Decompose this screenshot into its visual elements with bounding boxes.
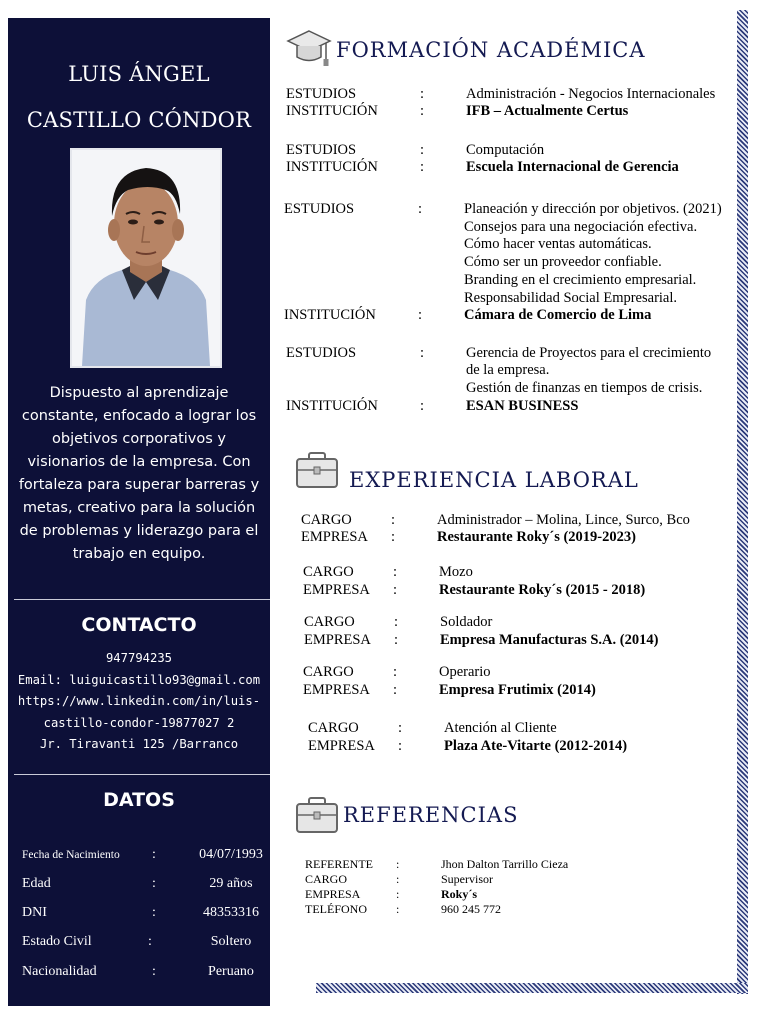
datos-separator: : <box>152 905 156 920</box>
referencia-separator: : <box>396 902 400 916</box>
datos-row-dni <box>22 905 270 925</box>
formacion-estudios-value: Responsabilidad Social Empresarial. <box>464 290 678 306</box>
datos-separator: : <box>152 847 156 862</box>
datos-separator: : <box>152 964 156 979</box>
experiencia-empresa-value: Restaurante Roky´s (2015 - 2018) <box>439 582 646 598</box>
referencia-label: EMPRESA <box>305 887 361 901</box>
datos-value: Soltero <box>210 934 252 949</box>
experiencia-cargo-value: Soldador <box>440 614 493 630</box>
experiencia-empresa-value: Empresa Frutimix (2014) <box>439 682 596 698</box>
datos-value: 04/07/1993 <box>199 847 263 862</box>
experiencia-empresa-label: EMPRESA <box>301 529 368 545</box>
datos-value: 29 años <box>209 876 253 891</box>
datos-row-civil-status <box>22 934 270 954</box>
experiencia-separator: : <box>393 582 398 598</box>
experiencia-cargo-value: Administrador – Molina, Lince, Surco, Bco <box>437 512 690 528</box>
formacion-separator: : <box>420 103 425 119</box>
experiencia-cargo-label: CARGO <box>308 720 359 736</box>
experiencia-separator: : <box>398 738 403 754</box>
contact-email[interactable]: Email: luiguicastillo93@gmail.com <box>17 672 261 687</box>
datos-separator: : <box>152 876 156 891</box>
formacion-institucion-label: INSTITUCIÓN <box>286 103 378 119</box>
datos-value: 48353316 <box>203 905 259 920</box>
graduation-cap-icon <box>286 28 332 75</box>
experiencia-cargo-label: CARGO <box>301 512 352 528</box>
formacion-separator: : <box>420 159 425 175</box>
name-line-2: CASTILLO CÓNDOR <box>26 108 252 132</box>
formacion-separator: : <box>418 201 423 217</box>
formacion-estudios-label: ESTUDIOS <box>286 86 357 102</box>
formacion-estudios-value: Administración - Negocios Internacionales <box>466 86 716 102</box>
experiencia-heading: EXPERIENCIA LABORAL <box>349 468 639 492</box>
datos-row-age <box>22 876 270 896</box>
formacion-estudios-value: Computación <box>466 142 545 158</box>
referencia-value: Jhon Dalton Tarrillo Cieza <box>441 857 569 871</box>
briefcase-icon <box>295 450 339 495</box>
formacion-institucion-value: Cámara de Comercio de Lima <box>464 307 652 323</box>
experiencia-separator: : <box>394 614 399 630</box>
formacion-separator: : <box>418 307 423 323</box>
sidebar <box>8 18 270 1006</box>
referencia-value: Supervisor <box>441 872 493 886</box>
experiencia-empresa-value: Empresa Manufacturas S.A. (2014) <box>440 632 659 648</box>
divider <box>14 774 270 775</box>
datos-label: Nacionalidad <box>22 964 97 979</box>
formacion-estudios-value: Gerencia de Proyectos para el crecimiento <box>466 345 712 361</box>
referencia-separator: : <box>396 887 400 901</box>
referencia-label: CARGO <box>305 872 348 886</box>
contact-heading: CONTACTO <box>81 614 197 636</box>
profile-photo-illustration <box>72 150 220 366</box>
formacion-heading: FORMACIÓN ACADÉMICA <box>336 38 646 62</box>
experiencia-separator: : <box>393 664 398 680</box>
contact-linkedin-line-2[interactable]: castillo-condor-19877027 2 <box>43 715 235 730</box>
experiencia-separator: : <box>391 512 396 528</box>
datos-label: Edad <box>22 876 51 891</box>
experiencia-cargo-label: CARGO <box>303 664 354 680</box>
referencias-heading: REFERENCIAS <box>343 803 519 827</box>
formacion-estudios-value: Gestión de finanzas en tiempos de crisis. <box>466 380 703 396</box>
datos-value: Peruano <box>208 964 254 979</box>
experiencia-separator: : <box>393 564 398 580</box>
experiencia-empresa-label: EMPRESA <box>308 738 375 754</box>
formacion-estudios-value: Branding en el crecimiento empresarial. <box>464 272 697 288</box>
referencia-label: TELÉFONO <box>305 902 367 916</box>
referencia-value: 960 245 772 <box>441 902 501 916</box>
formacion-estudios-value: Planeación y dirección por objetivos. (2021) <box>464 201 722 217</box>
experiencia-separator: : <box>391 529 396 545</box>
formacion-separator: : <box>420 398 425 414</box>
formacion-institucion-label: INSTITUCIÓN <box>286 398 378 414</box>
profile-summary: Dispuesto al aprendizaje constante, enfocado a lograr los objetivos corporativos y visionarios de la empresa. Con fortaleza para superar barreras y metas, creativo para la solución de problemas y liderazgo para el trabajo en equipo. <box>18 385 260 562</box>
referencia-value: Roky´s <box>441 887 478 901</box>
experiencia-empresa-label: EMPRESA <box>303 582 370 598</box>
experiencia-cargo-value: Atención al Cliente <box>444 720 557 736</box>
experiencia-empresa-value: Restaurante Roky´s (2019-2023) <box>437 529 636 545</box>
experiencia-separator: : <box>398 720 403 736</box>
formacion-estudios-value: Cómo ser un proveedor confiable. <box>464 254 662 270</box>
decorative-border-bottom <box>316 983 748 993</box>
experiencia-cargo-label: CARGO <box>304 614 355 630</box>
experiencia-empresa-label: EMPRESA <box>303 682 370 698</box>
contact-address: Jr. Tiravanti 125 /Barranco <box>39 737 239 751</box>
datos-label: DNI <box>22 905 47 920</box>
formacion-separator: : <box>420 86 425 102</box>
referencia-separator: : <box>396 872 400 886</box>
formacion-estudios-label: ESTUDIOS <box>286 345 357 361</box>
datos-label: Fecha de Nacimiento <box>22 849 120 861</box>
divider <box>14 599 270 600</box>
datos-label: Estado Civil <box>22 934 92 949</box>
formacion-estudios-value: Cómo hacer ventas automáticas. <box>464 236 652 252</box>
datos-heading: DATOS <box>103 789 175 811</box>
formacion-institucion-label: INSTITUCIÓN <box>284 307 376 323</box>
formacion-institucion-value: Escuela Internacional de Gerencia <box>466 159 679 175</box>
formacion-estudios-label: ESTUDIOS <box>284 201 355 217</box>
profile-photo <box>70 148 222 368</box>
formacion-estudios-label: ESTUDIOS <box>286 142 357 158</box>
experiencia-cargo-value: Operario <box>439 664 491 680</box>
formacion-estudios-value: de la empresa. <box>466 362 550 378</box>
experiencia-cargo-value: Mozo <box>439 564 473 580</box>
datos-row-nationality <box>22 964 270 984</box>
formacion-institucion-value: IFB – Actualmente Certus <box>466 103 629 119</box>
experiencia-separator: : <box>393 682 398 698</box>
formacion-institucion-label: INSTITUCIÓN <box>286 159 378 175</box>
formacion-separator: : <box>420 142 425 158</box>
experiencia-separator: : <box>394 632 399 648</box>
formacion-institucion-value: ESAN BUSINESS <box>466 398 579 414</box>
name-line-1: LUIS ÁNGEL <box>68 62 210 86</box>
experiencia-empresa-value: Plaza Ate-Vitarte (2012-2014) <box>444 738 628 754</box>
contact-phone: 947794235 <box>105 651 173 665</box>
datos-row-birthdate <box>22 847 270 867</box>
formacion-separator: : <box>420 345 425 361</box>
referencia-label: REFERENTE <box>305 857 373 871</box>
briefcase-icon <box>295 795 339 840</box>
experiencia-empresa-label: EMPRESA <box>304 632 371 648</box>
experiencia-cargo-label: CARGO <box>303 564 354 580</box>
contact-block <box>8 648 270 756</box>
datos-separator: : <box>148 934 152 949</box>
contact-linkedin-line-1[interactable]: https://www.linkedin.com/in/luis- <box>17 694 261 708</box>
formacion-estudios-value: Consejos para una negociación efectiva. <box>464 219 698 235</box>
decorative-border-right <box>737 10 748 994</box>
referencia-separator: : <box>396 857 400 871</box>
